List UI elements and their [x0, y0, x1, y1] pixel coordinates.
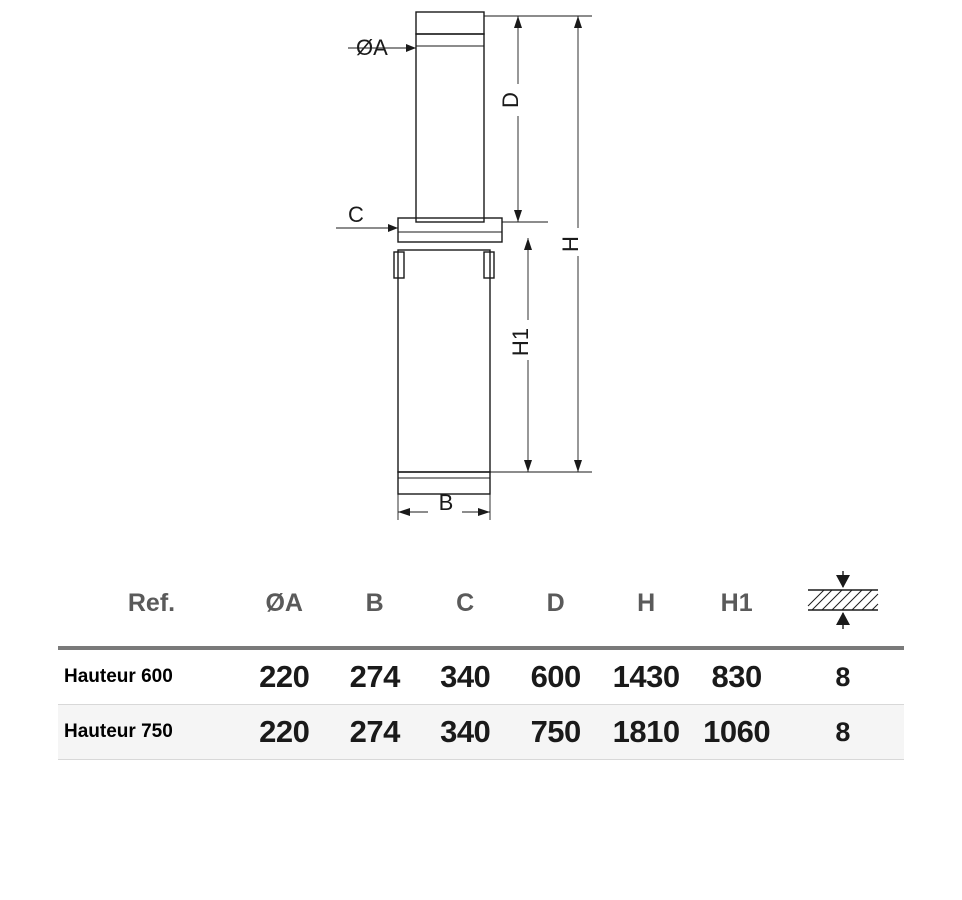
post-top-cap — [416, 12, 484, 34]
anchor-lug-left — [394, 252, 404, 278]
dimension-label-h: H — [558, 236, 583, 252]
cell-c: 340 — [420, 648, 510, 705]
cell-h: 1430 — [601, 648, 691, 705]
column-header-thickness — [782, 565, 904, 648]
post-lower-tube — [398, 250, 490, 472]
dimension-label-diameter-a: ØA — [356, 35, 388, 60]
column-header-h: H — [637, 589, 656, 617]
material-thickness-icon — [800, 569, 886, 631]
row-ref-label: Hauteur 600 — [58, 648, 239, 705]
row-ref-label: Hauteur 750 — [58, 705, 239, 760]
specification-table — [58, 565, 904, 760]
column-header-diameter-a: ØA — [265, 589, 303, 617]
cell-diameter-a: 220 — [239, 705, 329, 760]
cell-d: 600 — [510, 648, 600, 705]
dimension-label-d: D — [498, 92, 523, 108]
column-header-b: B — [365, 589, 384, 617]
table-row — [58, 648, 904, 705]
cell-b: 274 — [329, 648, 419, 705]
cell-c: 340 — [420, 705, 510, 760]
dimension-arrowheads — [388, 16, 582, 516]
post-upper-tube — [416, 34, 484, 222]
cell-b: 274 — [329, 705, 419, 760]
column-header-h1: H1 — [720, 589, 753, 617]
column-header-d: D — [546, 589, 565, 617]
table-body — [58, 648, 904, 760]
cell-d: 750 — [510, 705, 600, 760]
cell-thickness: 8 — [782, 648, 904, 705]
column-header-c: C — [456, 589, 475, 617]
spec-table-element — [58, 565, 904, 760]
anchor-lug-right — [484, 252, 494, 278]
cell-h: 1810 — [601, 705, 691, 760]
column-header-ref: Ref. — [127, 589, 176, 617]
cell-thickness: 8 — [782, 705, 904, 760]
cell-diameter-a: 220 — [239, 648, 329, 705]
dimension-label-c: C — [348, 202, 364, 227]
cell-h1: 1060 — [691, 705, 781, 760]
table-head — [58, 565, 904, 648]
cell-h1: 830 — [691, 648, 781, 705]
table-row — [58, 705, 904, 760]
dimension-label-b: B — [438, 490, 454, 515]
table-header-row — [58, 565, 904, 648]
dimension-label-h1: H1 — [508, 327, 533, 357]
